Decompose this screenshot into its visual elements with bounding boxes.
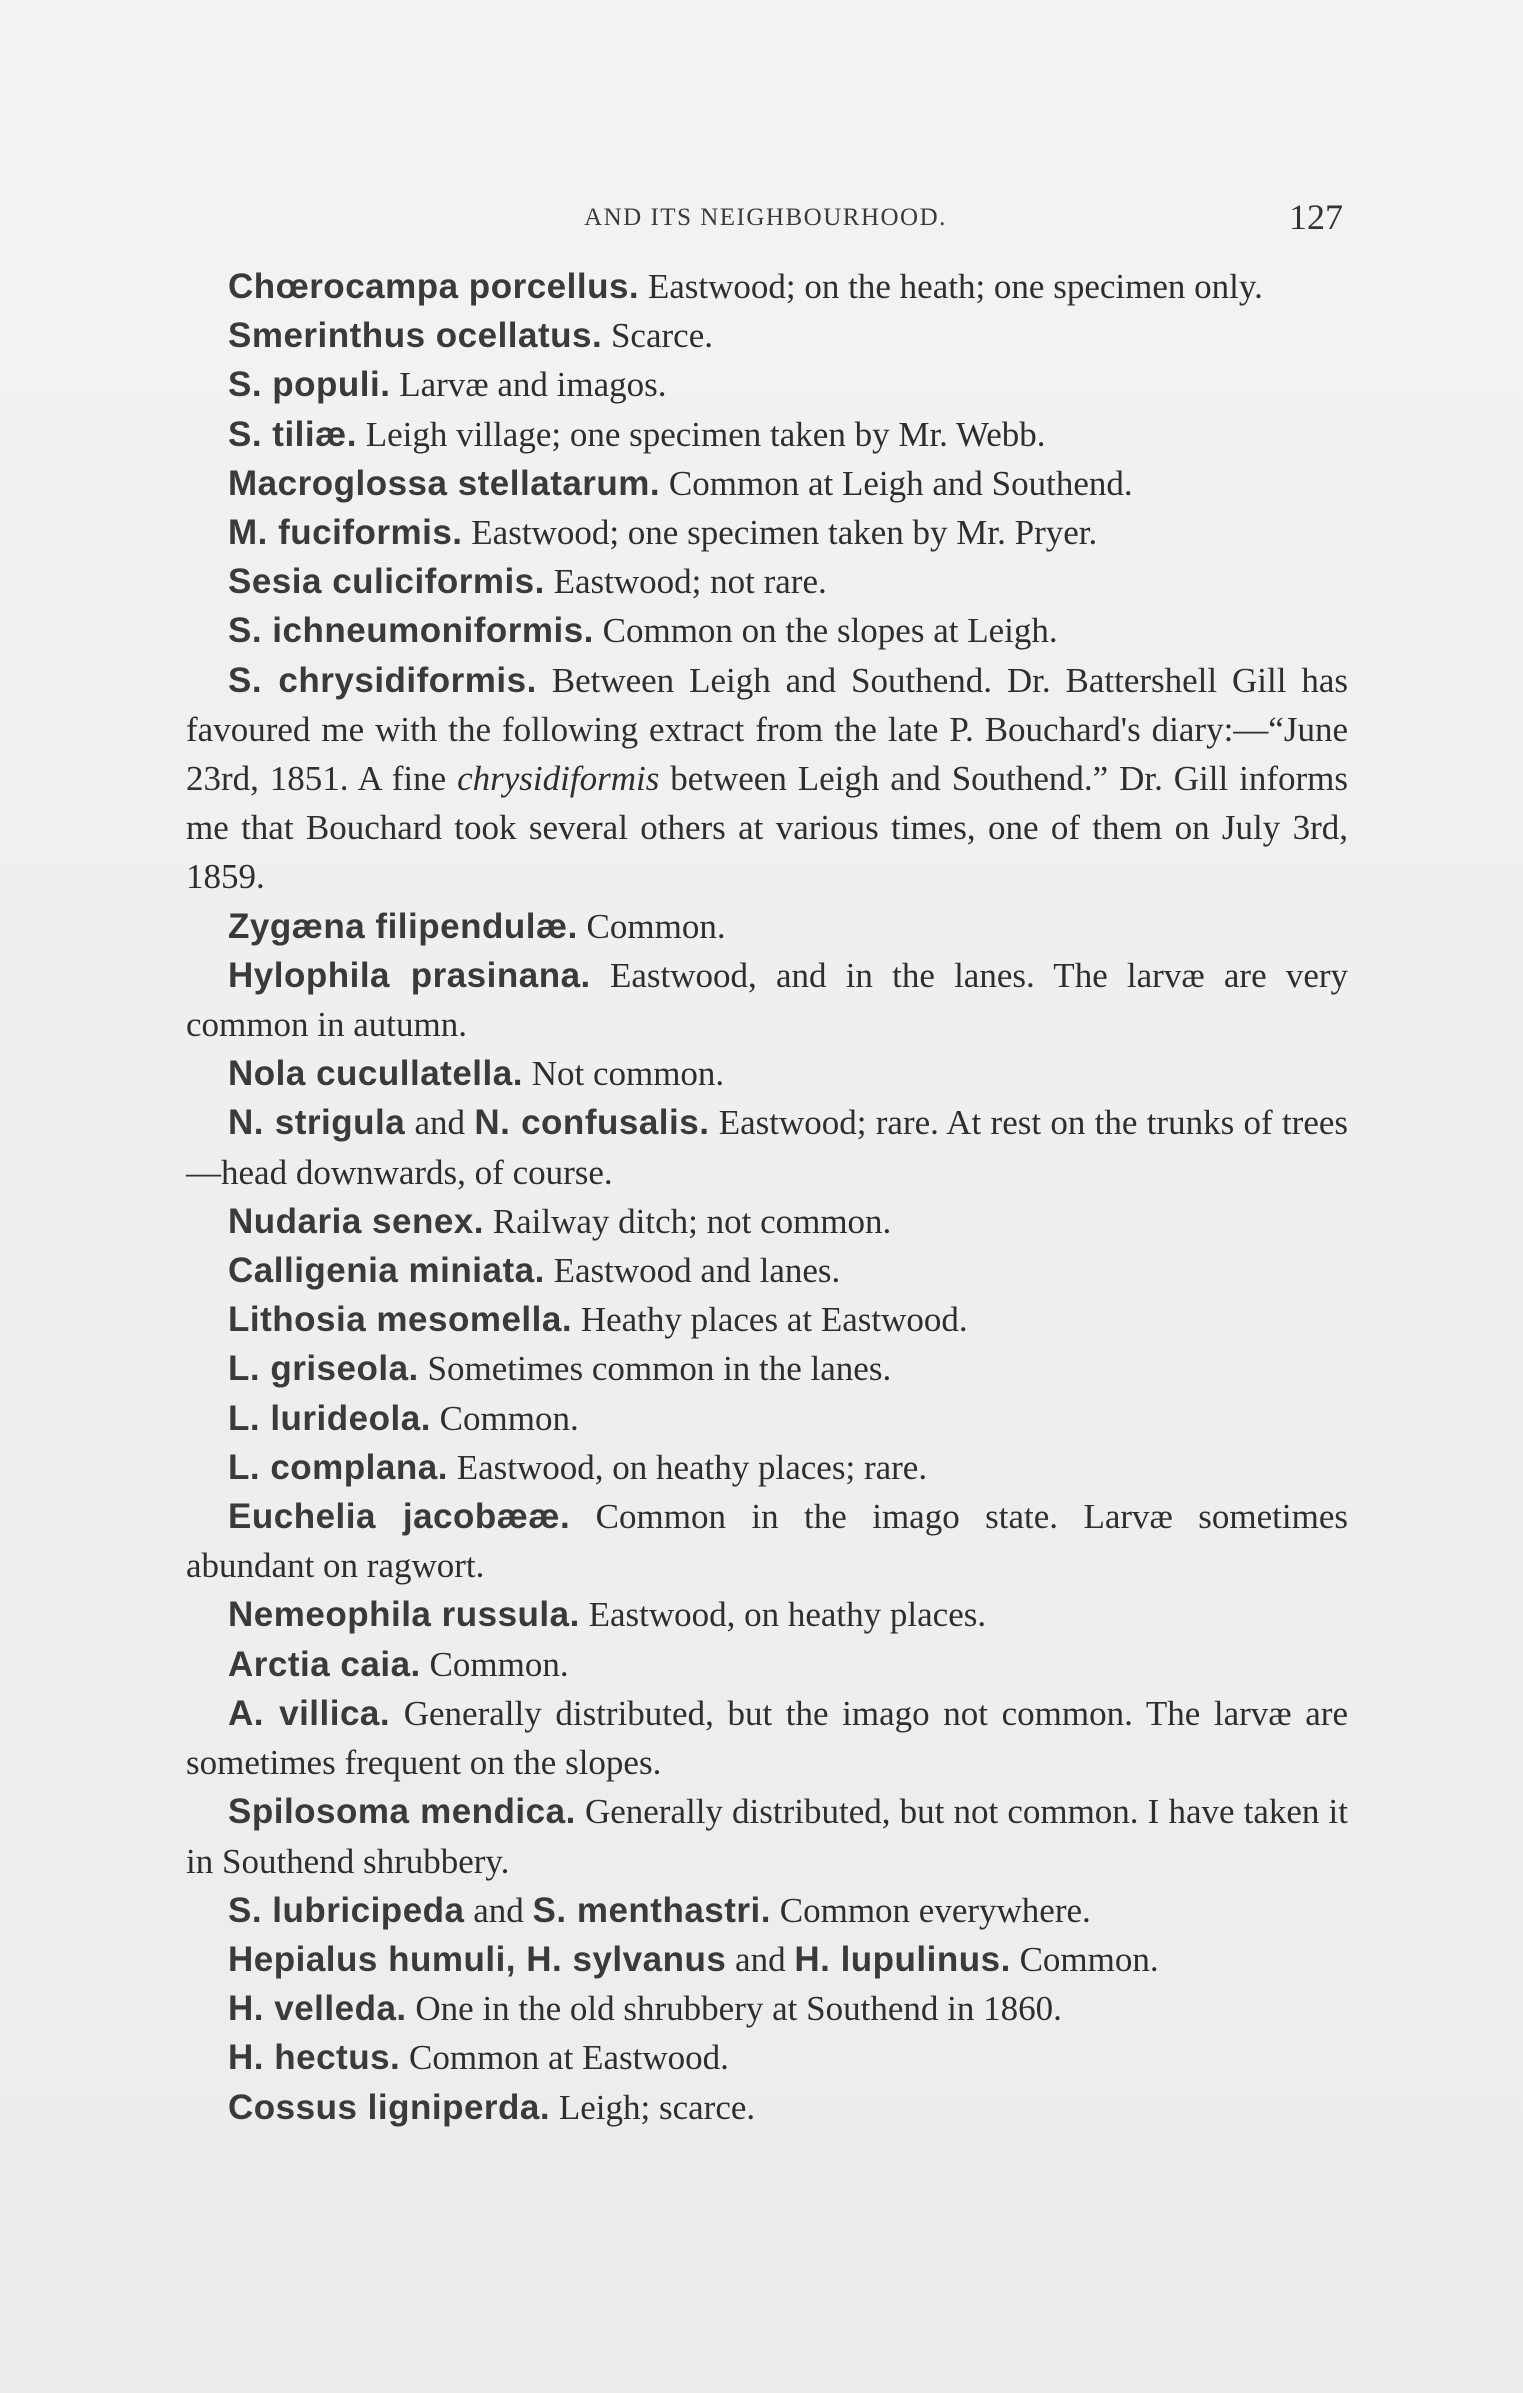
species-note: Eastwood; on the heath; one specimen only. <box>647 267 1263 306</box>
species-note: Common at Eastwood. <box>409 2038 729 2078</box>
species-note: Railway ditch; not common. <box>492 1201 892 1241</box>
list-item <box>186 1590 1348 1639</box>
list-item <box>186 656 1348 902</box>
species-note: Common. <box>439 1398 579 1438</box>
list-item <box>186 311 1348 360</box>
species-name: S. menthastri. <box>532 1890 771 1930</box>
species-name: H. velleda. <box>228 1989 407 2029</box>
species-note: Common. <box>429 1644 569 1684</box>
list-item <box>186 1689 1348 1787</box>
species-note: between Leigh and Southend.” Dr. Gill informs me that Bouchard took several others at various times, one of them on July 3rd, 1859. <box>186 759 1349 897</box>
list-item <box>186 459 1348 508</box>
species-name: H. hectus. <box>228 2038 401 2078</box>
list-item <box>186 508 1348 557</box>
list-item <box>186 1935 1348 1984</box>
species-name: Cossus ligniperda. <box>228 2087 551 2127</box>
species-list <box>186 262 1348 2132</box>
species-name: S. ichneumoniformis. <box>228 611 594 651</box>
species-note: Eastwood; not rare. <box>553 562 827 602</box>
list-item <box>186 1443 1348 1492</box>
species-note: Common. <box>1019 1939 1159 1979</box>
species-name: S. tiliæ. <box>228 414 357 454</box>
species-note: Generally distributed, but not common. I have taken it in Southend shrubbery. <box>186 1792 1349 1881</box>
species-name: Zygæna filipendulæ. <box>228 906 578 946</box>
species-name: Hylophila prasinana. <box>228 955 591 995</box>
joiner: and <box>473 1890 524 1930</box>
list-item <box>186 1295 1348 1344</box>
list-item <box>186 2033 1348 2082</box>
species-note: Not common. <box>531 1054 725 1094</box>
list-item <box>186 262 1348 311</box>
list-item <box>186 1098 1348 1196</box>
species-note: Eastwood; one specimen taken by Mr. Pryer. <box>471 513 1098 553</box>
list-item <box>186 902 1348 951</box>
species-name: Calligenia miniata. <box>228 1251 545 1291</box>
running-title: AND ITS NEIGHBOURHOOD. <box>584 204 947 231</box>
species-name: Smerinthus ocellatus. <box>228 316 603 356</box>
species-note: Eastwood, on heathy places. <box>588 1595 987 1635</box>
species-name: Macroglossa stellatarum. <box>228 463 661 503</box>
species-note: Between Leigh and Southend. Dr. Battershell Gill has favoured me with the following extract from the late P. Bouchard's diary:—“June 23rd, 1851. A fine <box>186 660 1348 799</box>
list-item <box>186 1394 1348 1443</box>
list-item <box>186 1492 1348 1590</box>
species-name: N. strigula <box>228 1103 406 1143</box>
list-item <box>186 1886 1348 1935</box>
list-item <box>186 557 1348 606</box>
joiner: and <box>735 1939 786 1979</box>
species-note: Leigh village; one specimen taken by Mr. Webb. <box>365 414 1046 454</box>
species-name: Nola cucullatella. <box>228 1054 523 1094</box>
species-note: Common everywhere. <box>779 1890 1091 1930</box>
list-item <box>186 1246 1348 1295</box>
species-name: S. populi. <box>228 365 391 405</box>
species-note-italic: chrysidiformis <box>457 759 660 799</box>
list-item <box>186 1197 1348 1246</box>
species-note: Larvæ and imagos. <box>399 365 667 405</box>
list-item <box>186 2083 1348 2132</box>
species-note: Sometimes common in the lanes. <box>427 1349 892 1389</box>
species-name: Lithosia mesomella. <box>228 1300 573 1340</box>
species-name: Chœrocampa porcellus. <box>228 267 640 306</box>
species-note: Common. <box>586 906 726 946</box>
list-item <box>186 410 1348 459</box>
species-note: Common at Leigh and Southend. <box>668 463 1133 503</box>
joiner: and <box>414 1103 466 1143</box>
species-note: Eastwood, on heathy places; rare. <box>456 1447 928 1487</box>
species-name: S. chrysidiformis. <box>228 660 537 700</box>
running-head <box>188 196 1343 256</box>
list-item <box>186 951 1348 1049</box>
species-name: N. confusalis. <box>474 1103 710 1143</box>
list-item <box>186 1049 1348 1098</box>
species-note: One in the old shrubbery at Southend in 1860. <box>415 1989 1062 2029</box>
list-item <box>186 1640 1348 1689</box>
species-name: L. lurideola. <box>228 1398 431 1438</box>
species-name: Nemeophila russula. <box>228 1595 580 1635</box>
species-note: Scarce. <box>610 316 713 356</box>
species-note: Generally distributed, but the imago not common. The larvæ are sometimes frequent on the slopes. <box>186 1693 1348 1783</box>
species-name: S. lubricipeda <box>228 1890 465 1930</box>
species-note: Leigh; scarce. <box>558 2087 756 2127</box>
species-name: M. fuciformis. <box>228 513 463 553</box>
list-item <box>186 1787 1348 1885</box>
species-name: L. griseola. <box>228 1349 419 1389</box>
species-name: Sesia culiciformis. <box>228 562 545 602</box>
species-note: Eastwood; rare. At rest on the trunks of trees—head downwards, of course. <box>186 1103 1349 1192</box>
species-name: Euchelia jacobææ. <box>228 1497 571 1537</box>
species-note: Eastwood, and in the lanes. The larvæ are very common in autumn. <box>186 955 1349 1045</box>
species-note: Eastwood and lanes. <box>553 1251 841 1291</box>
species-name: L. complana. <box>228 1447 448 1487</box>
species-name: Hepialus humuli, H. sylvanus <box>228 1939 727 1979</box>
species-name: Spilosoma mendica. <box>228 1792 576 1832</box>
list-item <box>186 360 1348 409</box>
list-item <box>186 1984 1348 2033</box>
species-note: Heathy places at Eastwood. <box>580 1300 968 1340</box>
species-name: Arctia caia. <box>228 1644 421 1684</box>
page-number: 127 <box>1289 197 1343 237</box>
list-item <box>186 1344 1348 1393</box>
list-item <box>186 606 1348 655</box>
species-note: Common on the slopes at Leigh. <box>602 611 1058 651</box>
species-name: Nudaria senex. <box>228 1201 484 1241</box>
species-name: H. lupulinus. <box>794 1939 1011 1979</box>
species-name: A. villica. <box>228 1693 391 1733</box>
species-note: Common in the imago state. Larvæ sometimes abundant on ragwort. <box>186 1497 1348 1586</box>
